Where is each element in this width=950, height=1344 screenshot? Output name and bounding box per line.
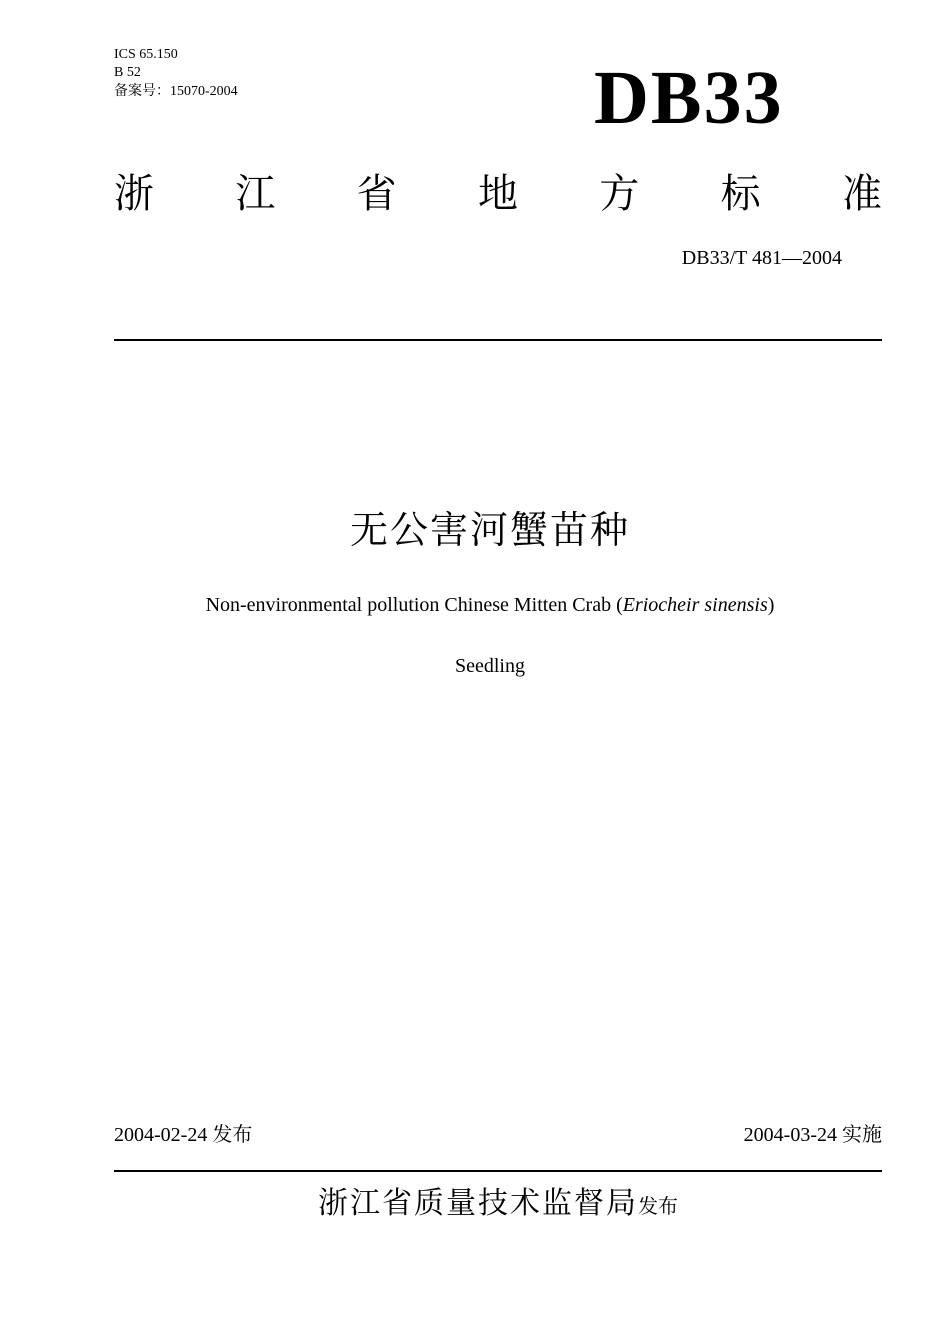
title-english-suffix: ) xyxy=(767,594,775,616)
issue-date xyxy=(114,1121,252,1148)
effective-date-value: 2004-03-24 xyxy=(743,1124,837,1146)
title-english-line2: Seedling xyxy=(455,655,525,677)
standard-type-char: 标 xyxy=(720,171,761,217)
species-name: Eriocheir sinensis xyxy=(622,594,768,616)
issuer-name: 浙江省质量技术监督局 xyxy=(318,1186,638,1221)
record-line xyxy=(114,82,238,101)
title-chinese: 无公害河蟹苗种 xyxy=(349,508,630,552)
standard-type-title xyxy=(114,170,882,218)
title-english xyxy=(0,592,950,618)
standard-type-char: 方 xyxy=(599,171,640,217)
standard-number: DB33/T 481—2004 xyxy=(681,247,842,269)
classification-code: B 52 xyxy=(114,65,141,80)
issue-date-label: 发布 xyxy=(212,1122,253,1146)
issuer-line xyxy=(0,1182,950,1228)
db33-logo: DB33 xyxy=(594,56,784,140)
dates-row xyxy=(114,1121,882,1148)
ics-code: ICS 65.150 xyxy=(114,47,178,62)
record-number: 15070-2004 xyxy=(170,84,238,99)
title-english-prefix: Non-environmental pollution Chinese Mitten Crab ( xyxy=(205,594,623,616)
effective-date xyxy=(744,1121,882,1148)
top-divider xyxy=(114,339,882,341)
bottom-divider xyxy=(114,1170,882,1172)
issuer-action: 发布 xyxy=(638,1194,678,1218)
standard-type-char: 江 xyxy=(235,171,276,217)
standard-type-char: 省 xyxy=(356,171,397,217)
issue-date-value: 2004-02-24 xyxy=(114,1124,208,1146)
standard-type-char: 地 xyxy=(477,171,518,217)
standard-type-char: 浙 xyxy=(114,171,154,217)
effective-date-label: 实施 xyxy=(842,1122,882,1146)
record-label: 备案号： xyxy=(114,83,170,99)
standard-type-char: 准 xyxy=(841,171,882,217)
header-meta xyxy=(114,46,238,101)
